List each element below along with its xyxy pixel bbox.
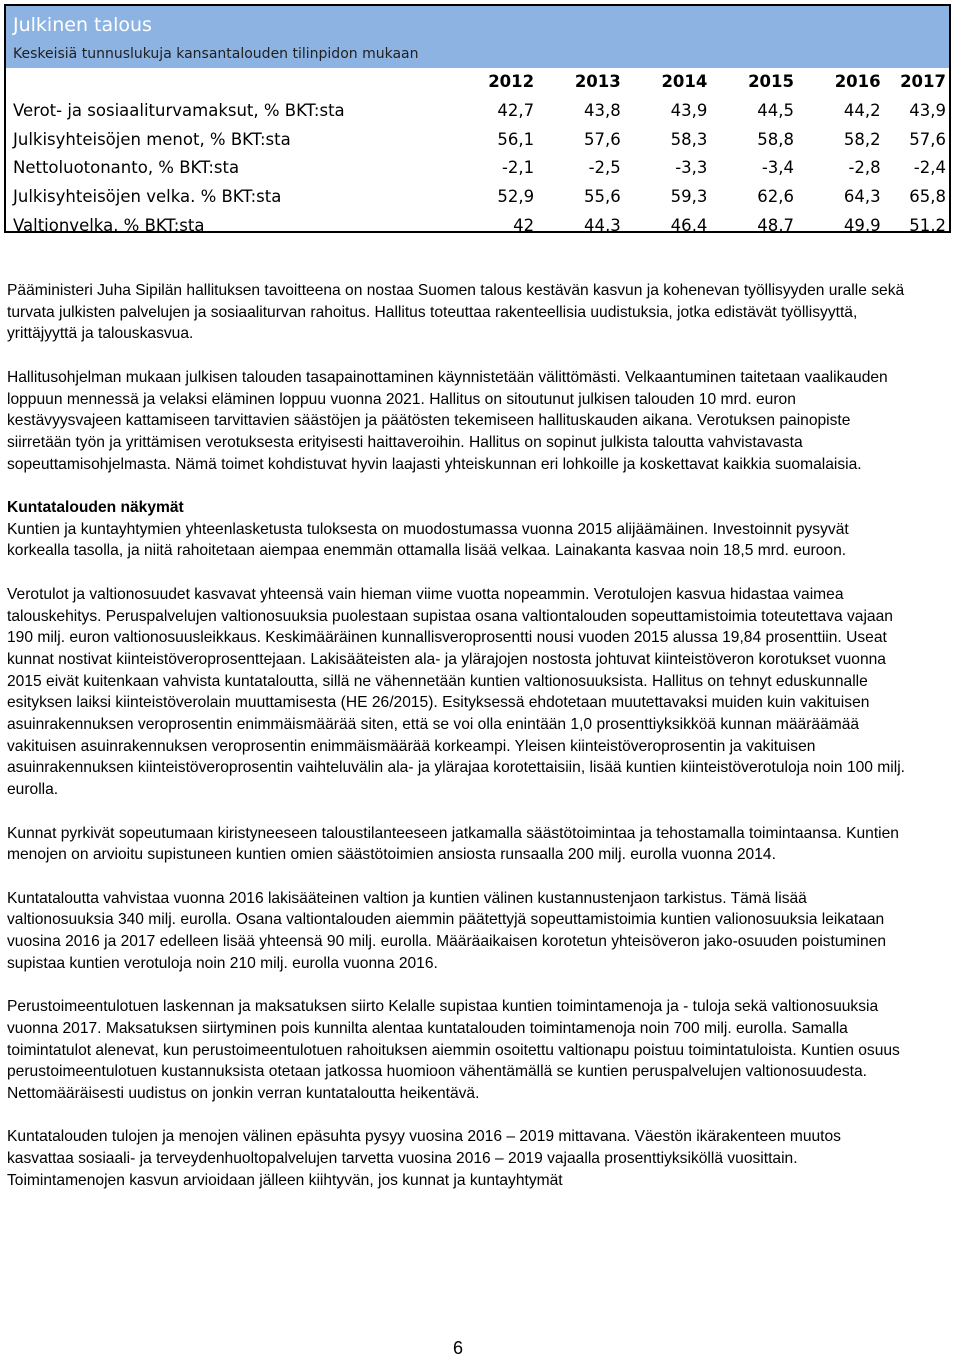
- cell-value: 58,8: [757, 129, 795, 149]
- cell-value: 62,6: [757, 187, 795, 207]
- body-text: [7, 280, 907, 1213]
- cell-value: -2,5: [588, 158, 621, 178]
- year-header: 2012: [488, 72, 535, 91]
- row-label: Verot- ja sosiaaliturvamaksut, % BKT:sta: [13, 100, 345, 120]
- table-row: [6, 212, 949, 241]
- table-row: [6, 126, 949, 155]
- cell-value: 58,2: [843, 129, 881, 149]
- cell-value: 44,3: [584, 215, 621, 235]
- year-header: 2014: [661, 72, 708, 91]
- cell-value: 65,8: [909, 187, 946, 207]
- cell-value: 57,6: [909, 129, 946, 149]
- cell-value: -3,4: [761, 158, 795, 178]
- paragraph: Kuntatalouden tulojen ja menojen välinen epäsuhta pysyy vuosina 2016 – 2019 mittavana. Väestön ikärakenteen muutos kasvattaa sosiaali- ja terveydenhuoltopalvelujen tarvetta vuosina 2016 – 2019 vajaalla prosenttiyksiköllä vuosittain. Toimintamenojen kasvun arvioidaan jälleen kiihtyvän, jos kunnat ja kuntayhtymät: [7, 1128, 841, 1189]
- cell-value: -3,3: [675, 158, 708, 178]
- cell-value: 44,5: [757, 100, 795, 120]
- page-number: 6: [452, 1338, 463, 1358]
- box-subtitle: Keskeisiä tunnuslukuja kansantalouden tilinpidon mukaan: [13, 46, 419, 62]
- paragraph: Kuntataloutta vahvistaa vuonna 2016 lakisääteinen valtion ja kuntien välinen kustannustenjaon tarkistus. Tämä lisää valtionosuuksia 340 milj. eurolla. Osana valtiontalouden aiemmin päätettyjä sopeuttamistoimia kuntien valionosuuksia leikataan vuosina 2016 ja 2017 edelleen lisää yhteensä 90 milj. eurolla. Määräaikaisen korotetun yhteisöveron jako-osuuden poistuminen supistaa kuntien verotuloja noin 210 milj. eurolla vuonna 2016.: [7, 889, 887, 972]
- cell-value: 64,3: [843, 187, 881, 207]
- row-label: Julkisyhteisöjen menot, % BKT:sta: [13, 129, 291, 149]
- year-header-row: [6, 68, 949, 97]
- section-heading: Kuntatalouden näkymät: [7, 499, 184, 516]
- cell-value: 58,3: [670, 129, 708, 149]
- cell-value: 43,8: [584, 100, 621, 120]
- year-header: 2017: [900, 72, 946, 91]
- key-figures-header: [6, 6, 949, 68]
- cell-value: 55,6: [584, 187, 621, 207]
- table-row: [6, 183, 949, 212]
- paragraph: Perustoimeentulotuen laskennan ja maksatuksen siirto Kelalle supistaa kuntien toimintamenoja ja - tuloja sekä valtionosuuksia vuonna 2017. Maksatuksen siirtyminen pois kunnilta alentaa kuntatalouden toimintamenoja noin 700 milj. eurolla. Samalla toimintatulot alenevat, kun perustoimeentulotuen rahoituksen aiemmin osoitettu valtionapu poistuu toimintatuloista. Kuntien osuus perustoimeentulotuen kustannuksista otetaan jatkossa huomioon vähentämällä se kuntien peruspalvelujen valtionosuudesta. Nettomääräisesti uudistus on jonkin verran kuntataloutta heikentävä.: [7, 998, 900, 1102]
- key-figures-table: [6, 68, 949, 241]
- paragraph: Kuntien ja kuntayhtymien yhteenlasketusta tuloksesta on muodostumassa vuonna 2015 alijäämäinen. Investoinnit pysyvät korkealla tasolla, ja niitä rahoitetaan aiempaa enemmän ottamalla lisää velkaa. Lainakanta kasvaa noin 18,5 mrd. euroon.: [7, 520, 849, 560]
- paragraph: Kunnat pyrkivät sopeutumaan kiristyneeseen taloustilanteeseen jatkamalla säästötoimintaa ja tehostamalla toimintaansa. Kuntien menojen on arvioitu supistuneen kuntien omien säästötoimien ansiosta runsaalla 200 milj. eurolla vuonna 2014.: [7, 824, 899, 864]
- cell-value: 52,9: [497, 187, 535, 207]
- label-column-header: [6, 68, 430, 97]
- table-row: [6, 154, 949, 183]
- year-header: 2013: [574, 72, 621, 91]
- paragraph: Hallitusohjelman mukaan julkisen talouden tasapainottaminen käynnistetään välittömästi. Velkaantuminen taitetaan vaalikauden loppuun mennessä ja velaksi eläminen loppuu vuonna 2021. Hallitus on sitoutunut julkisen talouden 10 mrd. euron kestävyysvajeen kattamiseen tarvittavien säästöjen ja päätösten tekemiseen hallituskauden aikana. Verotuksen painopiste siirretään työn ja yrittämisen verotuksesta erityisesti haittaveroihin. Hallitus on sopinut julkista taloutta vahvistavasta sopeuttamisohjelmasta. Nämä toimet kohdistuvat hyvin laajasti yhteiskunnan eri lohkoille ja koskettavat kaikkia suomalaisia.: [7, 368, 888, 473]
- paragraph: Verotulot ja valtionosuudet kasvavat yhteensä vain hieman viime vuotta nopeammin. Verotulojen kasvua hidastaa vaimea talouskehitys. Peruspalvelujen valtionosuuksia puolestaan supistaa osana valtiontalouden sopeuttamistoimia toteutettava vajaan 190 milj. euron valtionosuusleikkaus. Keskimääräinen kunnallisveroprosentti nousi vuoden 2015 alussa 19,84 prosenttiin. Useat kunnat nostivat kiinteistöveroprosenttejaan. Lakisääteisten ala- ja ylärajojen nostosta johtuvat kiinteistöveron korotukset vuonna 2015 eivät kuitenkaan vahvista kuntataloutta, sillä ne vähennetään kuntien valtionosuuksista. Hallitus on tehnyt eduskunnalle esityksen laiksi kiinteistöverolain muuttamisesta (HE 26/2015). Esityksessä ehdotetaan muutettavaksi muiden kuin vakituisen asuinrakennuksen veroprosentin enimmäismäärää siten, että se voi olla enintään 1,0 prosenttiyksikköä kunnan määräämää vakituisen asuinrakennuksen veroprosentin enimmäismäärää korkeampi. Yleisen kiinteistöveroprosentin ja vakituisen asuinrakennuksen kiinteistöveroprosentin vaihteluvälin ala- ja ylärajaa korotettaisiin, lisää kuntien kiinteistöverotuloja noin 100 milj. eurolla.: [7, 585, 906, 799]
- year-header: 2015: [748, 72, 795, 91]
- cell-value: 49,9: [843, 215, 881, 235]
- cell-value: 57,6: [584, 129, 621, 149]
- cell-value: 43,9: [670, 100, 708, 120]
- cell-value: 43,9: [909, 100, 946, 120]
- year-header: 2016: [834, 72, 881, 91]
- cell-value: 42,7: [497, 100, 535, 120]
- cell-value: -2,4: [913, 158, 946, 178]
- cell-value: 59,3: [670, 187, 708, 207]
- box-title: Julkinen talous: [13, 14, 152, 36]
- table-row: [6, 97, 949, 126]
- cell-value: 56,1: [497, 129, 535, 149]
- cell-value: 46,4: [670, 215, 708, 235]
- key-figures-box: [4, 4, 951, 233]
- cell-value: -2,8: [848, 158, 881, 178]
- row-label: Valtionvelka, % BKT:sta: [13, 215, 205, 235]
- cell-value: 48,7: [757, 215, 795, 235]
- paragraph: Pääministeri Juha Sipilän hallituksen tavoitteena on nostaa Suomen talous kestävän kasvun ja kohenevan työllisyyden uralle sekä turvata julkisten palvelujen ja sosiaaliturvan rahoitus. Hallitus toteuttaa rakenteellisia uudistuksia, jotka edistävät työllisyyttä, yrittäjyyttä ja talouskasvua.: [7, 282, 905, 343]
- row-label: Nettoluotonanto, % BKT:sta: [13, 158, 240, 178]
- cell-value: -2,1: [501, 158, 535, 178]
- cell-value: 44,2: [843, 100, 881, 120]
- cell-value: 51,2: [909, 215, 946, 235]
- cell-value: 42: [513, 215, 535, 235]
- row-label: Julkisyhteisöjen velka. % BKT:sta: [13, 187, 282, 207]
